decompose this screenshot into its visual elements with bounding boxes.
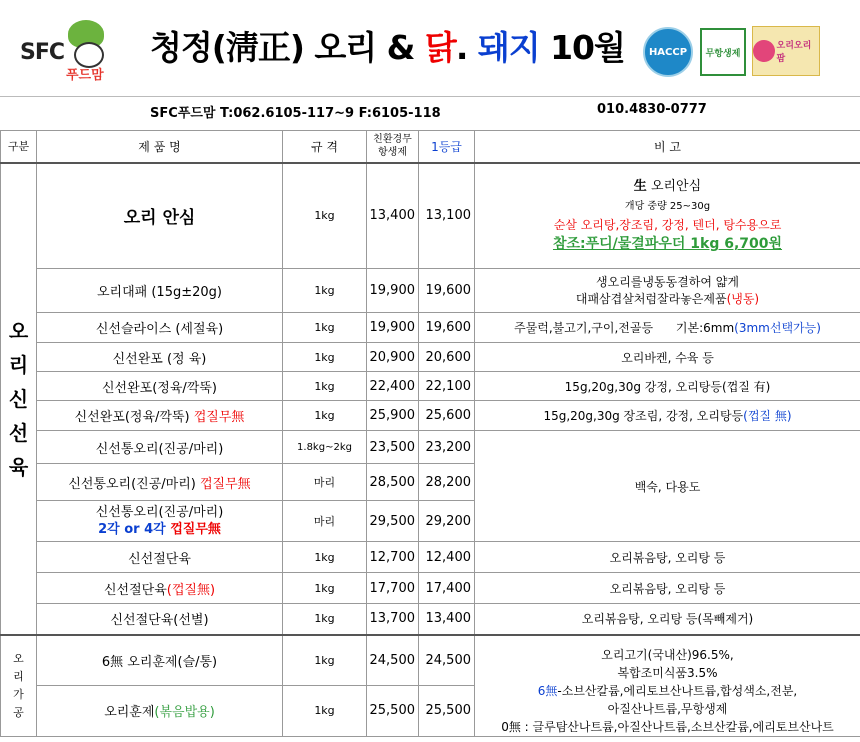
name-part: 신선절단육 [103,582,167,598]
name-part: 신선통오리(진공/마리) [95,505,224,520]
price-eco: 23,500 [367,431,419,464]
remark-line: 복합조미식품3.5% [617,665,718,680]
product-name: 신선완포 (정 육) [37,343,283,372]
price-eco: 24,500 [367,635,419,686]
header [0,0,860,97]
price-grade: 29,200 [419,501,475,542]
product-spec: 1kg [283,573,367,604]
col-header-remark: 비 고 [475,131,860,163]
product-name [37,464,283,501]
name-part: 오리훈제 [104,705,155,721]
product-spec: 1kg [283,604,367,635]
price-grade: 13,400 [419,604,475,635]
remark-skinless: (껍질 無) [743,409,792,423]
price-grade: 19,600 [419,269,475,313]
remark-line: 주물럭,불고기,구이,전골등 기본:6mm [514,321,735,335]
product-spec: 1kg [283,401,367,431]
product-name: 신선절단육 [37,542,283,573]
product-spec: 1kg [283,343,367,372]
product-spec: 1kg [283,313,367,343]
product-remark: 오리볶음탕, 오리탕 등 [475,573,860,604]
remark-line: 아질산나트륨,무항생제 [607,701,728,716]
remark-line: 0無 : 글루탐산나트륨,아질산나트륨,소브산칼륨,에리토브산나트 [501,719,834,734]
col-header-eco [367,131,419,163]
price-grade: 28,200 [419,464,475,501]
eco-label-2: 항생제 [378,147,407,159]
table-row [1,163,860,269]
price-eco: 28,500 [367,464,419,501]
remark-line: 생오리를냉동동결하여 얇게 [596,274,739,289]
product-spec: 1kg [283,163,367,269]
group-char: 공 [13,705,24,719]
remark-line: 15g,20g,30g 장조림, 강정, 오리탕등 [543,409,744,423]
logo-text: SFC [20,40,65,65]
product-remark: 오리볶음탕, 오리탕 등(목빼제거) [475,604,860,635]
price-grade: 25,500 [419,685,475,736]
group-fresh [1,163,37,635]
price-eco: 29,500 [367,501,419,542]
name-fried-rice: (볶음밥용) [154,705,215,721]
group-char: 선 [8,420,29,445]
price-eco: 20,900 [367,343,419,372]
price-eco: 25,500 [367,685,419,736]
price-grade: 22,100 [419,372,475,401]
group-char: 리 [8,352,29,377]
product-remark [475,313,860,343]
price-grade: 12,400 [419,542,475,573]
name-skinless: 껍질무無 [193,410,245,425]
product-name [37,501,283,542]
product-remark [475,401,860,431]
remark-raw: 生 [633,179,647,195]
price-grade: 23,200 [419,431,475,464]
col-header-grade: 1등급 [419,131,475,163]
table-row [1,573,860,604]
product-spec: 1kg [283,269,367,313]
price-grade: 20,600 [419,343,475,372]
haccp-badge-label: HACCP [648,46,688,58]
remark-usage: 순살 오리탕,장조림, 강정, 텐더, 탕수용으로 [553,218,782,233]
product-name: 신선절단육(선별) [37,604,283,635]
brand-badge [752,26,820,76]
remark-option: (3mm선택가능) [734,321,821,335]
table-row [1,372,860,401]
contact-mobile: 010.4830-0777 [597,102,707,117]
group-char: 신 [8,386,29,411]
product-remark [475,163,860,269]
title-part-5: 10월 [539,28,625,67]
group-char: 오 [13,651,24,665]
title-part-4: 돼지 [477,28,540,67]
product-name: 오리대패 (15g±20g) [37,269,283,313]
name-part: 신선통오리(진공/마리) [68,476,200,492]
price-eco: 22,400 [367,372,419,401]
price-eco: 12,700 [367,542,419,573]
product-spec: 1kg [283,542,367,573]
product-spec: 1.8kg~2kg [283,431,367,464]
col-header-group: 구분 [1,131,37,163]
table-row [1,604,860,635]
remark-line: 대패삼겹살처럼잘라놓은제품 [575,291,727,306]
contact-bar [0,102,860,122]
product-spec: 마리 [283,501,367,542]
name-cut: 2각 or 4각 [98,522,171,537]
table-row [1,401,860,431]
table-row [1,635,860,686]
product-name [37,685,283,736]
name-part: 신선완포(정육/깍뚝) [74,410,194,425]
remark-line: 오리고기(국내산)96.5%, [601,647,734,662]
group-char: 육 [8,454,29,479]
price-eco: 25,900 [367,401,419,431]
group-char: 오 [8,318,29,343]
brand-badge-label: 오리오리팜 [776,41,812,64]
remark-weight: 개당 중량 25~30g [624,201,711,213]
product-name [37,573,283,604]
product-name: 신선슬라이스 (세절육) [37,313,283,343]
remark-line: -소브산칼륨,에리토브산나트륨,합성색소,전분, [557,683,798,698]
product-name: 신선완포(정육/깍뚝) [37,372,283,401]
remark-six-free: 6無 [537,683,558,698]
eco-label-1: 친환경무 [373,134,412,146]
title-part-3: . [455,28,478,67]
antibiotic-badge-label: 무항생제 [705,48,741,59]
name-skinless: 껍질무無 [170,522,221,537]
name-skinless: 껍질무無 [200,476,251,492]
contact-phone-fax: SFC푸드맘 T:062.6105-117~9 F:6105-118 [150,106,441,121]
group-char: 리 [13,669,24,683]
table-row [1,431,860,464]
table-row [1,343,860,372]
title-part-1: 청정(淸正) 오리 & [150,28,425,67]
price-eco: 19,900 [367,313,419,343]
product-spec: 마리 [283,464,367,501]
col-header-spec: 규 격 [283,131,367,163]
product-remark [475,269,860,313]
price-grade: 19,600 [419,313,475,343]
remark-title: 오리안심 [646,179,702,195]
product-name: 6無 오리훈제(슬/통) [37,635,283,686]
product-spec: 1kg [283,372,367,401]
price-eco: 17,700 [367,573,419,604]
price-eco: 19,900 [367,269,419,313]
page-title [150,22,625,69]
price-grade: 13,100 [419,163,475,269]
col-header-product: 제 품 명 [37,131,283,163]
product-remark: 오리바켄, 수육 등 [475,343,860,372]
price-eco: 13,700 [367,604,419,635]
title-part-2: 닭 [424,28,456,67]
product-spec: 1kg [283,685,367,736]
price-table [0,130,860,737]
table-header-row [1,131,860,163]
name-skinless: (껍질無) [166,582,216,598]
price-grade: 25,600 [419,401,475,431]
product-remark: 오리볶음탕, 오리탕 등 [475,542,860,573]
product-remark: 백숙, 다용도 [475,431,860,542]
product-spec: 1kg [283,635,367,686]
company-logo [18,18,118,83]
haccp-badge [643,27,693,77]
remark-frozen: (냉동) [726,291,760,306]
antibiotic-free-badge [700,28,746,76]
price-eco: 13,400 [367,163,419,269]
product-name: 오리 안심 [37,163,283,269]
table-row [1,269,860,313]
price-grade: 24,500 [419,635,475,686]
product-name: 신선통오리(진공/마리) [37,431,283,464]
table-row [1,542,860,573]
table-row [1,313,860,343]
product-remark: 15g,20g,30g 강정, 오리탕등(껍질 有) [475,372,860,401]
product-name [37,401,283,431]
price-grade: 17,400 [419,573,475,604]
group-char: 가 [13,687,24,701]
product-remark [475,635,860,737]
brand-mark-icon [753,40,775,62]
logo-brand: 푸드맘 [66,68,104,83]
group-processed [1,635,37,737]
remark-reference: 참조:푸디/물결파우더 1kg 6,700원 [552,236,783,253]
